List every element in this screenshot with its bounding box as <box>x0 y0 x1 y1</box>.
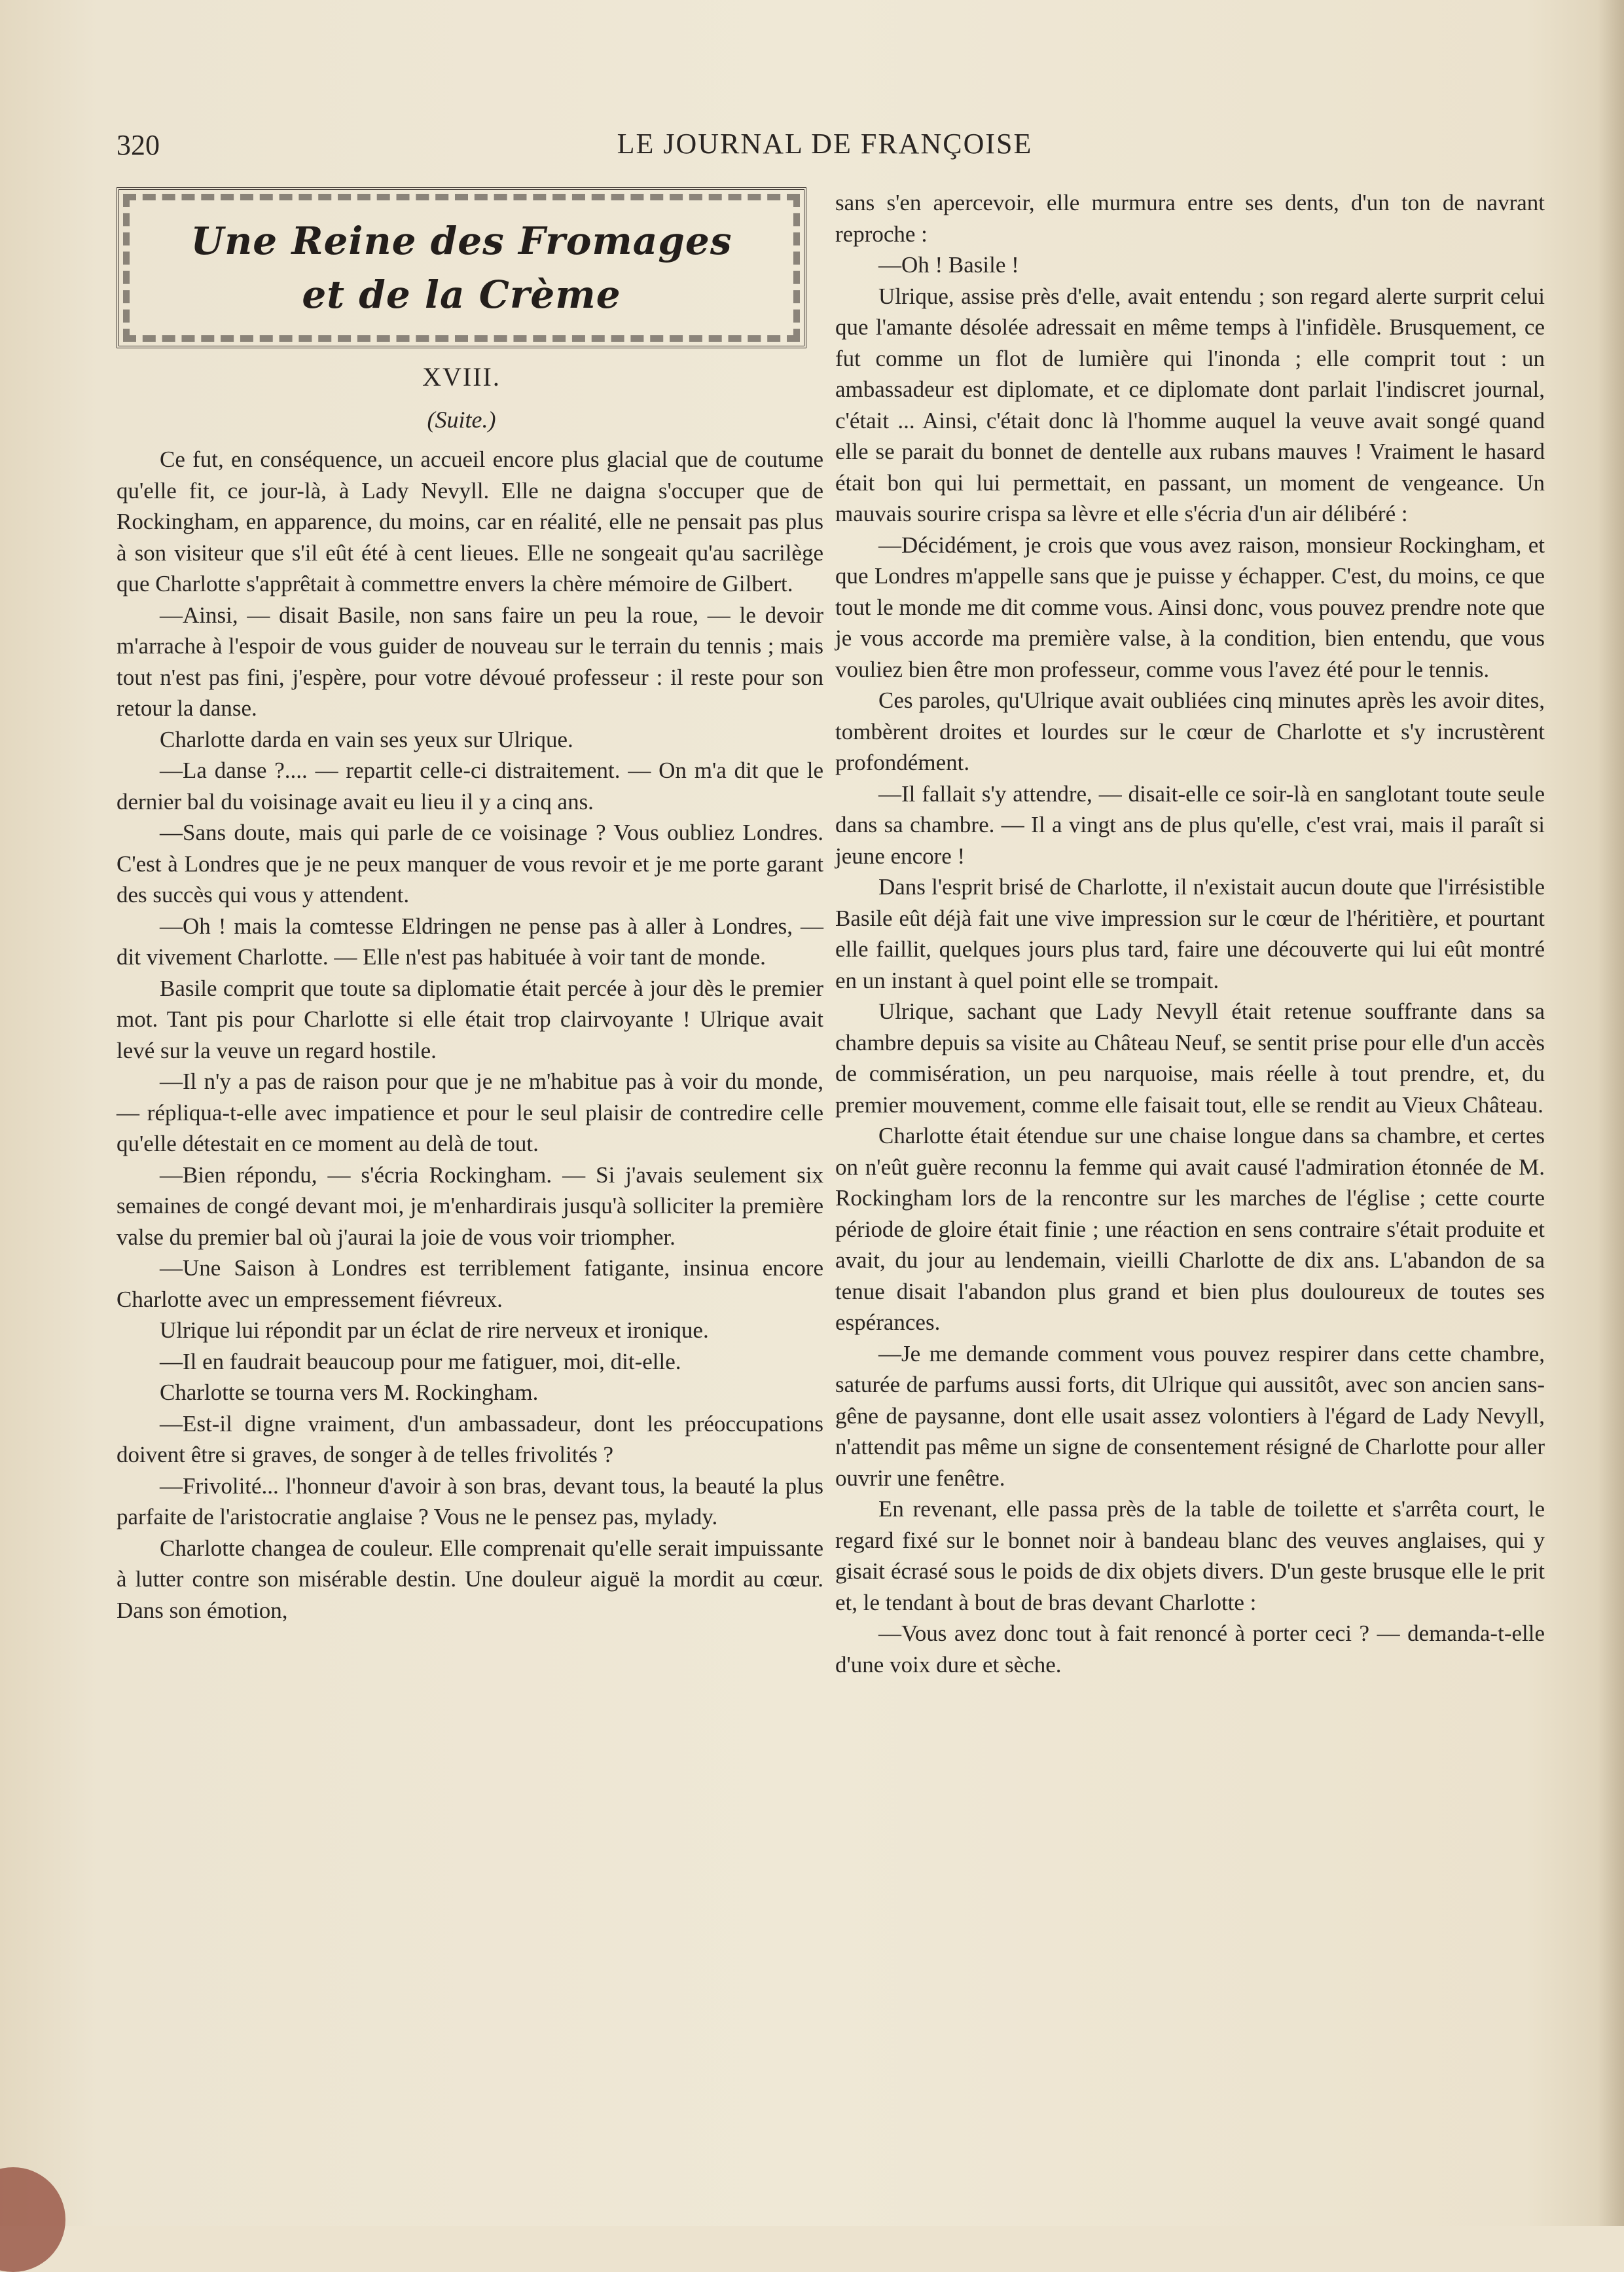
paragraph: —Il n'y a pas de raison pour que je ne m'habitue pas à voir du monde, — répliqua-t-elle avec impatience et pour le seul plaisir de contredire celle qu'elle détestait en ce moment au delà de tout. <box>117 1069 823 1156</box>
chapter-number: XVIII. <box>422 362 501 392</box>
paragraph: —Ainsi, — disait Basile, non sans faire un peu la roue, — le devoir m'arrache à l'espoir de vous guider de nouveau sur le terrain du tennis ; mais tout n'est pas fini, j'espère, pour votre dévoué professeur : il reste pour son retour la danse. <box>117 602 823 721</box>
paragraph: —Décidément, je crois que vous avez raison, monsieur Rockingham, et que Londres m'appelle sans que je puisse y échapper. C'est, du moins, ce que tout le monde me dit comme vous. Ainsi donc, vous pouvez prendre note que je vous accorde ma première valse, à la condition, bien entendu, que vous vouliez bien être mon professeur, comme vous l'avez été pour le tennis. <box>835 532 1545 682</box>
paragraph: Ulrique lui répondit par un éclat de rire nerveux et ironique. <box>160 1317 709 1343</box>
paragraph: —Sans doute, mais qui parle de ce voisinage ? Vous oubliez Londres. C'est à Londres que je ne peux manquer de vous revoir et je me porte garant des succès qui vous y attendent. <box>117 820 823 907</box>
paragraph: —Bien répondu, — s'écria Rockingham. — Si j'avais seulement six semaines de congé devant moi, je m'enhardirais jusqu'à solliciter la première valse du premier bal où j'aurai la joie de vous voir triompher. <box>117 1162 823 1250</box>
page-number: 320 <box>117 129 160 161</box>
right-column <box>835 187 1545 1680</box>
paragraph: Ulrique, assise près d'elle, avait entendu ; son regard alerte surprit celui que l'amante désolée adressait en même temps à l'infidèle. Brusquement, ce fut comme un flot de lumière qui l'inonda ; elle comprit tout : un ambassadeur est diplomate, et ce diplomate dont parlait l'indiscret journal, c'était ... Ainsi, c'était donc là l'homme auquel la veuve avait songé quand elle se parait du bonnet de dentelle aux rubans mauves ! Vraiment le hasard était bon qui lui permettait, en passant, un moment de vengeance. Un mauvais sourire crispa sa lèvre et elle s'écria d'un air délibéré : <box>835 283 1545 526</box>
paragraph: —Une Saison à Londres est terriblement fatigante, insinua encore Charlotte avec un empressement fiévreux. <box>117 1255 823 1312</box>
paragraph: Ce fut, en conséquence, un accueil encore plus glacial que de coutume qu'elle fit, ce jour-là, à Lady Nevyll. Elle ne daigna s'occuper que de Rockingham, en apparence, du moins, car en réalité, elle ne pensait pas plus à son visiteur que s'il eût été à cent lieues. Elle ne songeait qu'au sacrilège que Charlotte s'apprêtait à commettre envers la chère mémoire de Gilbert. <box>117 447 823 596</box>
corner-stain <box>0 2167 65 2272</box>
paragraph: Charlotte se tourna vers M. Rockingham. <box>160 1380 539 1405</box>
paragraph: —Est-il digne vraiment, d'un ambassadeur, dont les préoccupations doivent être si graves, de songer à de telles frivolités ? <box>117 1410 823 1467</box>
paragraph: —La danse ?.... — repartit celle-ci distraitement. — On m'a dit que le dernier bal du voisinage avait eu lieu il y a cinq ans. <box>117 758 823 815</box>
running-title: LE JOURNAL DE FRANÇOISE <box>617 128 1033 160</box>
paragraph: Basile comprit que toute sa diplomatie était percée à jour dès le premier mot. Tant pis pour Charlotte si elle était trop clairvoyante ! Ulrique avait levé sur la veuve un regard hostile. <box>117 975 823 1063</box>
paragraph: —Oh ! Basile ! <box>878 252 1019 278</box>
page-edge-shadow <box>1598 0 1624 2226</box>
paragraph: —Je me demande comment vous pouvez respirer dans cette chambre, saturée de parfums aussi forts, dit Ulrique qui aussitôt, avec son ancien sans-gêne de paysanne, dont elle usait assez volontiers à l'égard de Lady Nevyll, n'attendit pas même un signe de consentement résigné de Charlotte pour aller ouvrir une fenêtre. <box>835 1340 1545 1491</box>
paragraph: Ulrique, sachant que Lady Nevyll était retenue souffrante dans sa chambre depuis sa visite au Château Neuf, se sentit prise pour elle d'un accès de commisération, un peu narquoise, mais réelle à tout prendre, et, du premier mouvement, comme elle faisait tout, elle se rendit au Vieux Château. <box>835 999 1545 1118</box>
paragraph: —Il en faudrait beaucoup pour me fatiguer, moi, dit-elle. <box>160 1348 681 1374</box>
paragraph: Ces paroles, qu'Ulrique avait oubliées cinq minutes après les avoir dites, tombèrent droites et lourdes sur le cœur de Charlotte et s'y incrustèrent profondément. <box>835 687 1545 775</box>
story-title-line-2: et de la Crème <box>302 272 621 317</box>
paragraph-continuation: sans s'en apercevoir, elle murmura entre ses dents, d'un ton de navrant reproche : <box>835 190 1545 247</box>
paragraph: —Vous avez donc tout à fait renoncé à porter ceci ? — demanda-t-elle d'une voix dure et sèche. <box>835 1621 1545 1677</box>
title-frame <box>117 187 806 348</box>
paragraph: Charlotte darda en vain ses yeux sur Ulrique. <box>160 726 573 752</box>
paragraph: —Il fallait s'y attendre, — disait-elle ce soir-là en sanglotant toute seule dans sa chambre. — Il a vingt ans de plus qu'elle, c'est vrai, mais il paraît si jeune encore ! <box>835 780 1545 869</box>
paragraph: —Frivolité... l'honneur d'avoir à son bras, devant tous, la beauté la plus parfaite de l'aristocratie anglaise ? Vous ne le pensez pas, mylady. <box>117 1473 823 1530</box>
left-column <box>117 444 823 1626</box>
paragraph: Charlotte était étendue sur une chaise longue dans sa chambre, et certes on n'eût guère reconnu la femme qui avait causé l'admiration étonnée de M. Rockingham lors de la rencontre sur les marches de l'église ; cette courte période de gloire était finie ; une réaction en sens contraire s'était produite et avait, du jour au lendemain, vieilli Charlotte de dix ans. L'abandon de sa tenue disait l'abandon plus grand et bien plus douloureux de toutes ses espérances. <box>835 1123 1545 1335</box>
continuation-note: (Suite.) <box>427 407 496 433</box>
paragraph: —Oh ! mais la comtesse Eldringen ne pense pas à aller à Londres, — dit vivement Charlotte. — Elle n'est pas habituée à voir tant de monde. <box>117 913 823 970</box>
paragraph: Dans l'esprit brisé de Charlotte, il n'existait aucun doute que l'irrésistible Basile eût déjà fait une vive impression sur le cœur de l'héritière, et pourtant elle faillit, quelques jours plus tard, faire une découverte qui lui eût montré en un instant à quel point elle se trompait. <box>835 874 1545 993</box>
paragraph: En revenant, elle passa près de la table de toilette et s'arrêta court, le regard fixé sur le bonnet noir à bandeau blanc des veuves anglaises, qui y gisait écrasé sous le poids de dix objets divers. D'un geste brusque elle le prit et, le tendant à bout de bras devant Charlotte : <box>835 1496 1545 1615</box>
title-block <box>139 210 784 326</box>
story-title-line-1: Une Reine des Fromages <box>190 219 732 263</box>
paragraph: Charlotte changea de couleur. Elle comprenait qu'elle serait impuissante à lutter contre son misérable destin. Une douleur aiguë la mordit au cœur. Dans son émotion, <box>117 1535 823 1623</box>
